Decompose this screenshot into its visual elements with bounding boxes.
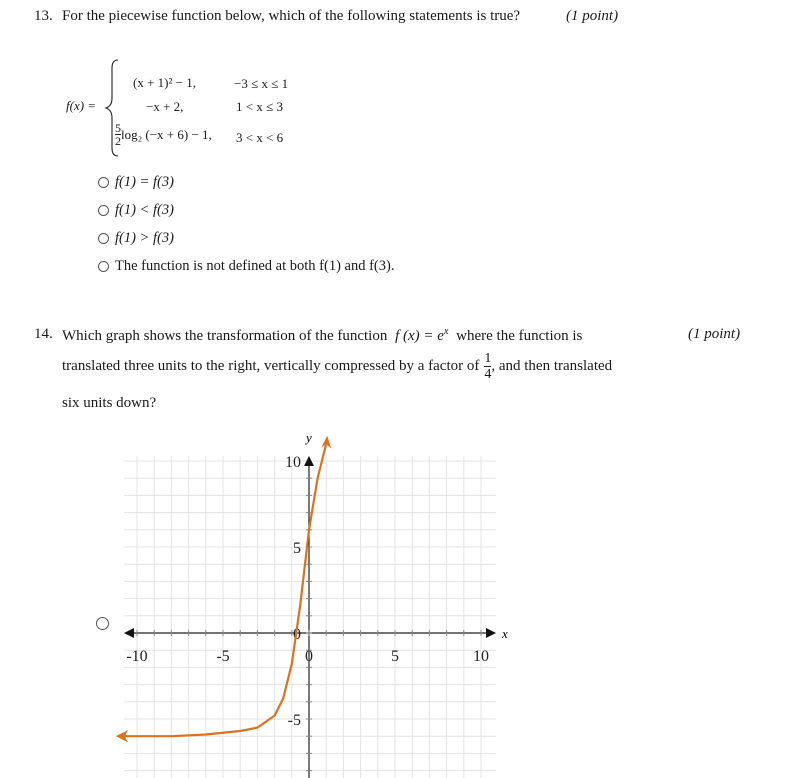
y-tick-label: 5 xyxy=(293,540,301,557)
piece-2-domain: 1 < x ≤ 3 xyxy=(236,99,283,114)
piece-1-expr: (x + 1)² − 1, xyxy=(133,75,196,90)
compression-fraction: $\frac{1}{4}$ xyxy=(484,351,492,382)
q14-option-1[interactable] xyxy=(96,617,115,630)
radio-button[interactable] xyxy=(96,617,109,630)
grid xyxy=(124,456,496,778)
radio-button[interactable] xyxy=(98,261,109,272)
y-tick-label: -5 xyxy=(287,712,301,729)
x-axis-right-arrow xyxy=(486,628,496,638)
x-tick-label: 5 xyxy=(391,648,399,665)
piece-3 xyxy=(115,122,212,147)
question-13-prompt: For the piecewise function below, which of the following statements is true? xyxy=(62,8,521,24)
piece-2-expr: −x + 2, xyxy=(146,99,184,114)
q13-option-1[interactable] xyxy=(98,174,174,191)
option-label: The function is not defined at both f(1) and f(3). xyxy=(115,258,395,274)
x-tick-label: -10 xyxy=(126,648,148,665)
y-tick-label: 10 xyxy=(285,454,301,471)
x-axis-label: x xyxy=(502,626,508,641)
option-label: f(1) < f(3) xyxy=(115,202,174,218)
x-tick-label: 0 xyxy=(305,648,313,665)
function-expression: f (x) = e xyxy=(395,328,444,344)
radio-button[interactable] xyxy=(98,177,109,188)
x-axis-left-arrow xyxy=(124,628,134,638)
graph-chart xyxy=(116,428,516,778)
question-14-number: 14. xyxy=(34,326,53,342)
piece-3-domain: 3 < x < 6 xyxy=(236,130,284,145)
piece-1-domain: −3 ≤ x ≤ 1 xyxy=(234,76,289,91)
y-origin-label: 0 xyxy=(293,626,301,643)
radio-button[interactable] xyxy=(98,233,109,244)
q13-option-4[interactable] xyxy=(98,258,394,275)
piece-3-fraction: $\frac{5}{2}$ xyxy=(115,121,121,148)
q13-option-2[interactable] xyxy=(98,202,174,219)
piece-3-expr: log₂ (−x + 6) − 1, xyxy=(121,126,212,142)
radio-button[interactable] xyxy=(98,205,109,216)
option-label: f(1) > f(3) xyxy=(115,230,174,246)
question-13-points: (1 point) xyxy=(566,8,619,24)
x-tick-label: -5 xyxy=(216,648,230,665)
question-14-line-1: Which graph shows the transformation of the function f $(x) = e^x$ where the function is xyxy=(62,326,583,344)
x-tick-label: 10 xyxy=(473,648,489,665)
y-axis-label: y xyxy=(306,430,312,445)
question-14-line-2: translated three units to the right, vertically compressed by a factor of $\frac{1}{4}$ , and then translated xyxy=(62,351,613,382)
question-14-line-3-text: six units down? xyxy=(62,395,157,411)
q13-option-3[interactable] xyxy=(98,230,174,247)
axes xyxy=(124,456,496,778)
question-13-number: 13. xyxy=(34,8,53,24)
function-label: f(x) = xyxy=(66,98,97,113)
option-label: f(1) = f(3) xyxy=(115,174,174,190)
question-14-points: (1 point) xyxy=(688,326,741,342)
